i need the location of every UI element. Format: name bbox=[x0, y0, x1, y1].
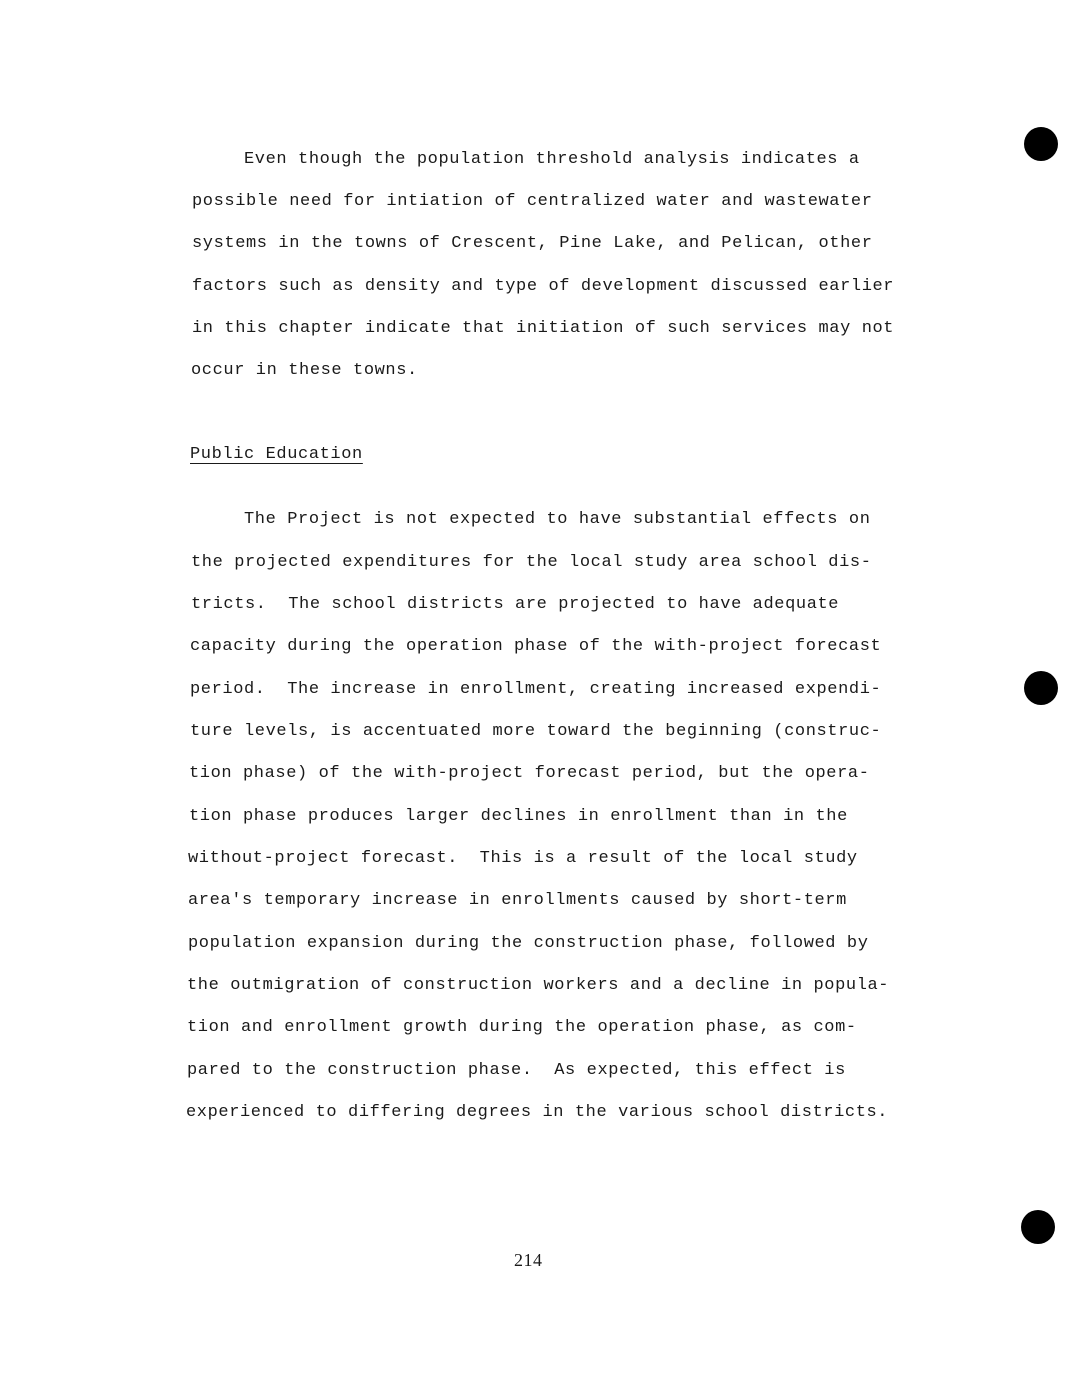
text-line: possible need for intiation of centralized water and wastewater bbox=[192, 192, 873, 211]
section-heading: Public Education bbox=[190, 445, 363, 464]
text-line: tricts. The school districts are projected to have adequate bbox=[191, 595, 840, 614]
text-line: The Project is not expected to have substantial effects on bbox=[190, 510, 871, 529]
text-line: experienced to differing degrees in the various school districts. bbox=[186, 1103, 889, 1122]
text-line: period. The increase in enrollment, creating increased expendi- bbox=[190, 680, 882, 699]
text-line: tion and enrollment growth during the operation phase, as com- bbox=[187, 1018, 857, 1037]
punch-hole-bottom bbox=[1021, 1210, 1055, 1244]
page-number: 214 bbox=[514, 1250, 543, 1270]
punch-hole-middle bbox=[1024, 671, 1058, 705]
text-line: systems in the towns of Crescent, Pine Lake, and Pelican, other bbox=[192, 234, 873, 253]
text-line: pared to the construction phase. As expected, this effect is bbox=[187, 1061, 846, 1080]
text-line: ture levels, is accentuated more toward the beginning (construc- bbox=[190, 722, 882, 741]
punch-hole-top bbox=[1024, 127, 1058, 161]
text-line: tion phase) of the with-project forecast period, but the opera- bbox=[189, 764, 870, 783]
text-line: area's temporary increase in enrollments caused by short-term bbox=[188, 891, 847, 910]
text-line: in this chapter indicate that initiation of such services may not bbox=[192, 319, 895, 338]
text-line: factors such as density and type of development discussed earlier bbox=[192, 277, 895, 296]
text-line: the outmigration of construction workers and a decline in popula- bbox=[187, 976, 890, 995]
text-line: capacity during the operation phase of the with-project forecast bbox=[190, 637, 882, 656]
text-line: Even though the population threshold analysis indicates a bbox=[190, 150, 860, 169]
text-line: population expansion during the construction phase, followed by bbox=[188, 934, 869, 953]
text-line: without-project forecast. This is a result of the local study bbox=[188, 849, 858, 868]
text-line: occur in these towns. bbox=[191, 361, 418, 380]
text-line: tion phase produces larger declines in enrollment than in the bbox=[189, 807, 848, 826]
text-line: the projected expenditures for the local study area school dis- bbox=[191, 553, 872, 572]
